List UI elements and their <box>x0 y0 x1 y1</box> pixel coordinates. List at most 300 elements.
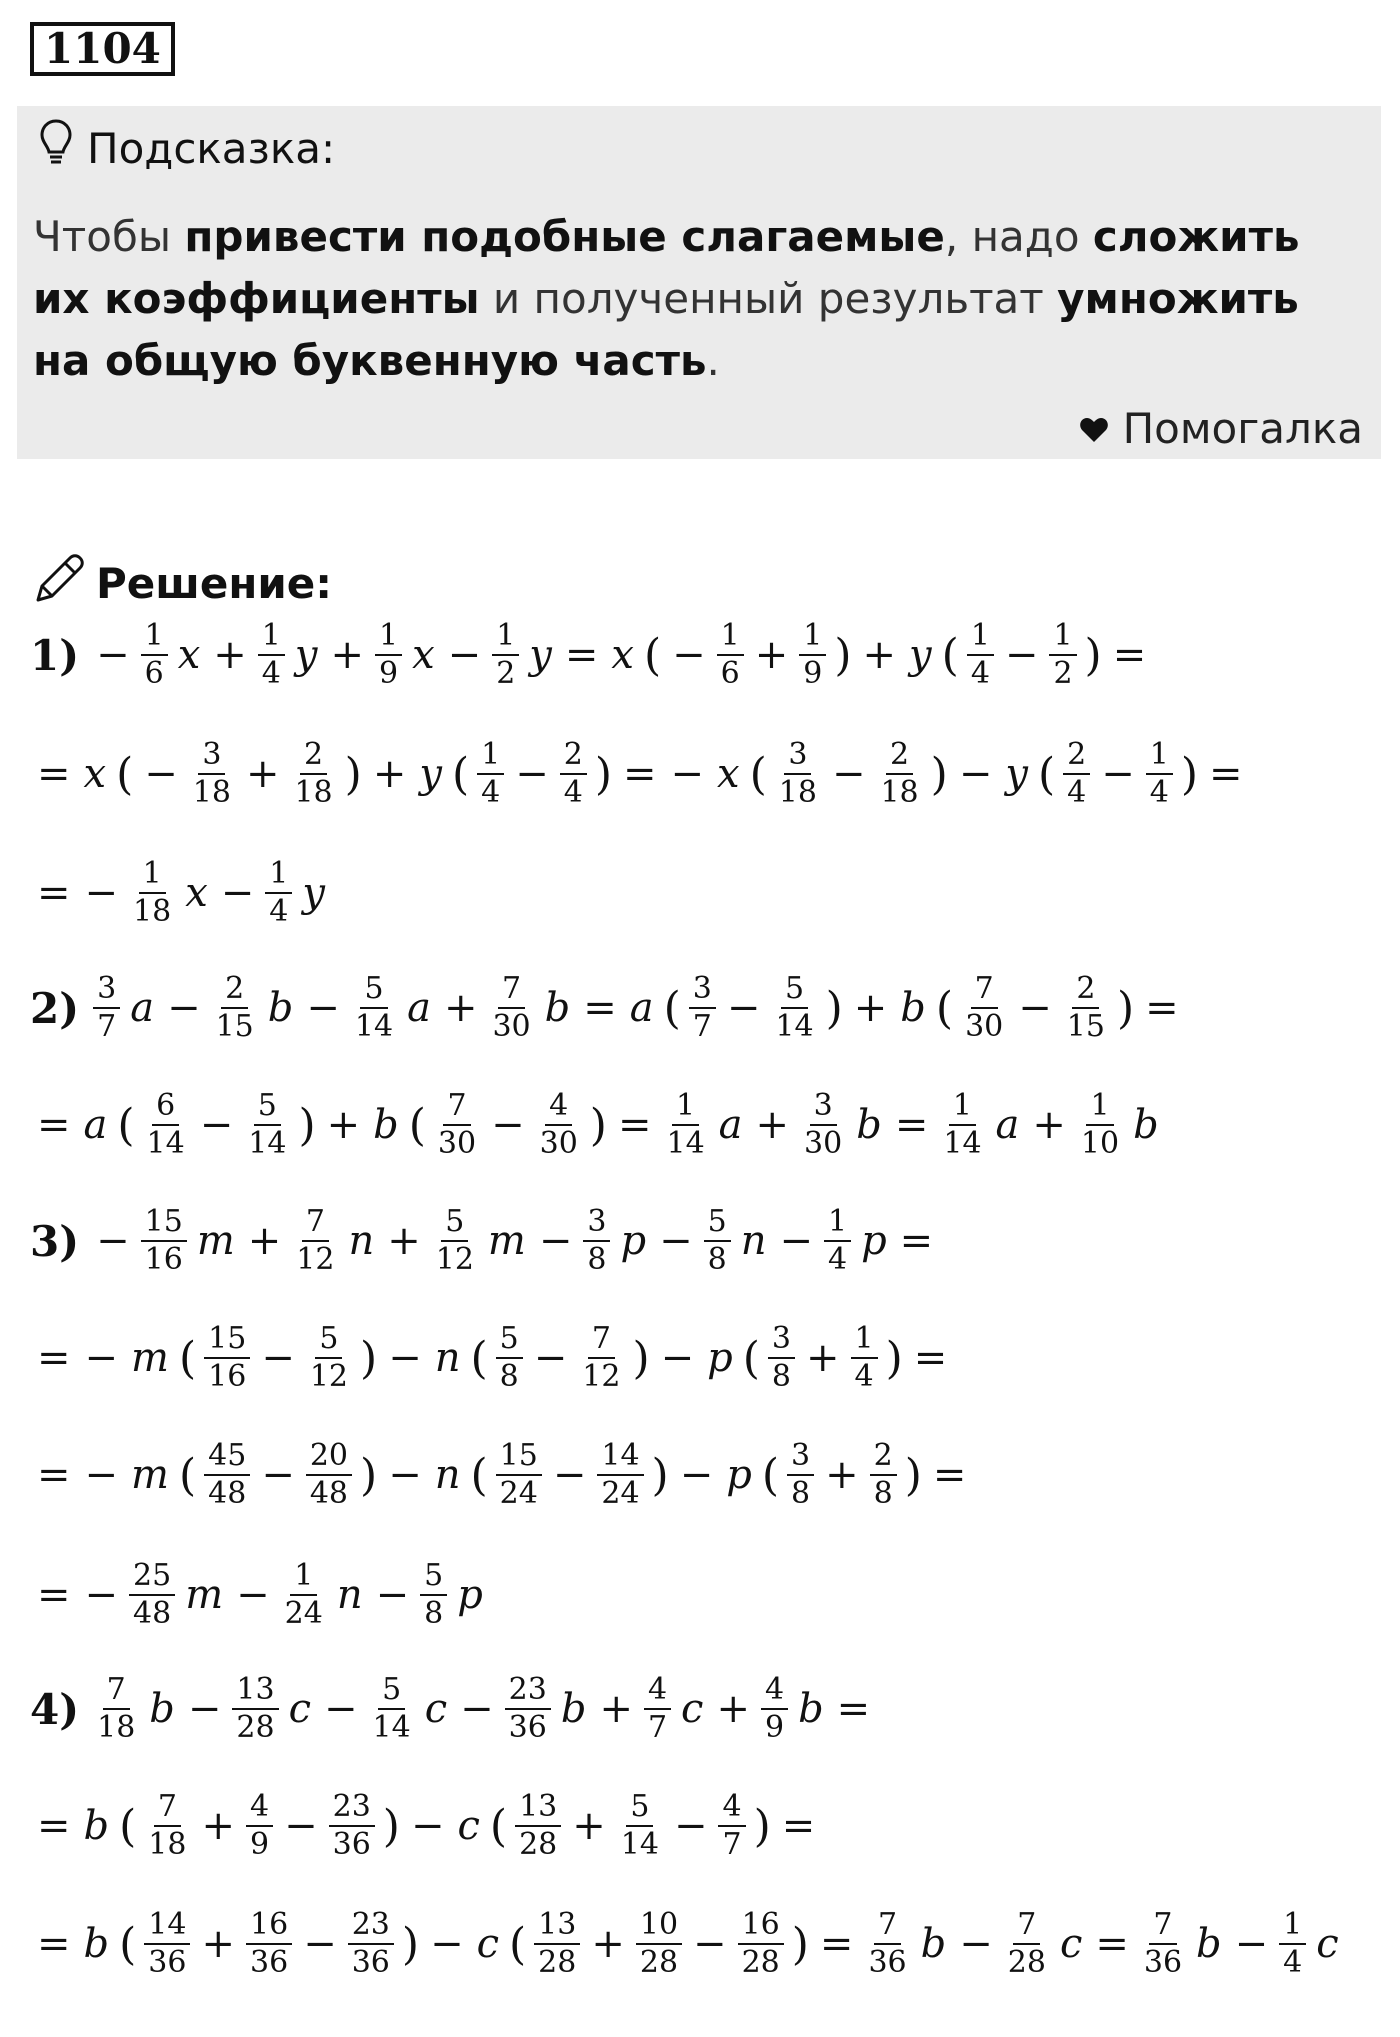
numerator: 7 <box>498 971 525 1009</box>
fraction <box>189 737 235 811</box>
numerator: 3 <box>810 1088 837 1126</box>
parenthesis: ) <box>589 1099 607 1151</box>
parenthesis: ( <box>742 1332 760 1384</box>
fraction <box>232 1672 278 1746</box>
variable: y <box>294 632 318 678</box>
operator: = <box>37 1572 71 1618</box>
operator: + <box>245 751 280 797</box>
operator: = <box>583 985 617 1031</box>
operator: − <box>1234 1921 1269 1967</box>
numerator: 7 <box>1149 1907 1176 1945</box>
fraction <box>787 1438 814 1512</box>
operator: + <box>806 1335 840 1381</box>
operator: − <box>167 985 201 1031</box>
denominator: 24 <box>601 1476 640 1511</box>
operator: + <box>853 985 888 1031</box>
operator: + <box>326 1102 361 1148</box>
fraction <box>369 1672 415 1746</box>
operator: + <box>330 632 365 678</box>
numerator: 3 <box>689 971 716 1009</box>
parenthesis: ( <box>178 1332 197 1384</box>
fraction <box>144 1789 190 1863</box>
variable: a <box>995 1102 1020 1148</box>
variable: x <box>611 632 634 678</box>
operator: − <box>261 1452 295 1498</box>
variable: n <box>434 1452 461 1498</box>
numerator: 14 <box>144 1907 190 1945</box>
numerator: 3 <box>768 1321 795 1359</box>
operator: = <box>1145 985 1179 1031</box>
fraction <box>204 1438 250 1512</box>
denominator: 4 <box>269 894 289 929</box>
parenthesis: ) <box>834 629 852 681</box>
numerator: 7 <box>443 1088 470 1126</box>
numerator: 6 <box>152 1088 179 1126</box>
denominator: 36 <box>148 1945 187 1980</box>
solution-line <box>30 1789 822 1863</box>
variable: m <box>185 1572 224 1618</box>
hint-emphasis: сложить их коэффициенты <box>33 212 1300 323</box>
fraction <box>258 618 285 692</box>
operator: − <box>84 1335 119 1381</box>
denominator: 8 <box>707 1242 727 1277</box>
numerator: 23 <box>329 1789 375 1827</box>
variable: a <box>718 1102 743 1148</box>
fraction <box>967 618 994 692</box>
operator: − <box>779 1218 813 1264</box>
denominator: 36 <box>868 1945 907 1980</box>
denominator: 18 <box>97 1710 136 1745</box>
numerator: 2 <box>300 737 327 775</box>
operator: − <box>261 1335 295 1381</box>
denominator: 4 <box>261 656 281 691</box>
variable: y <box>909 632 932 678</box>
fraction <box>1077 1088 1123 1162</box>
solution-line <box>30 618 1153 692</box>
numerator: 14 <box>597 1438 643 1476</box>
variable: p <box>861 1218 887 1264</box>
fraction <box>306 1438 352 1512</box>
parenthesis: ) <box>1084 629 1102 681</box>
numerator: 4 <box>718 1789 745 1827</box>
denominator: 28 <box>236 1710 275 1745</box>
operator: = <box>899 1218 934 1264</box>
denominator: 12 <box>296 1242 335 1277</box>
parenthesis: ) <box>632 1332 650 1384</box>
numerator: 5 <box>360 971 387 1009</box>
denominator: 14 <box>146 1126 185 1161</box>
problem-number: 1104 <box>30 22 175 76</box>
operator: + <box>572 1803 606 1849</box>
denominator: 4 <box>827 1242 848 1277</box>
numerator: 2 <box>1063 737 1090 775</box>
variable: p <box>726 1452 752 1498</box>
fraction <box>636 1907 682 1981</box>
numerator: 5 <box>704 1204 731 1242</box>
numerator: 7 <box>874 1907 901 1945</box>
fraction <box>144 1907 190 1981</box>
numerator: 45 <box>204 1438 250 1476</box>
numerator: 7 <box>103 1672 130 1710</box>
fraction <box>617 1789 663 1863</box>
denominator: 4 <box>1149 775 1169 810</box>
operator: + <box>201 1803 235 1849</box>
numerator: 2 <box>870 1438 897 1476</box>
operator: − <box>430 1921 464 1967</box>
parenthesis: ( <box>117 1099 135 1151</box>
parenthesis: ) <box>382 1800 400 1852</box>
fraction <box>583 1204 610 1278</box>
variable: m <box>487 1218 526 1264</box>
denominator: 48 <box>133 1596 172 1631</box>
operator: − <box>303 1921 337 1967</box>
denominator: 14 <box>354 1009 394 1044</box>
variable: b <box>900 985 926 1031</box>
numerator: 3 <box>198 737 225 775</box>
numerator: 4 <box>644 1672 671 1710</box>
parenthesis: ) <box>360 1449 378 1501</box>
variable: p <box>620 1218 647 1264</box>
operator: − <box>515 751 549 797</box>
hint-emphasis: привести подобные слагаемые <box>184 212 945 261</box>
denominator: 18 <box>880 775 919 810</box>
parenthesis: ( <box>749 748 767 800</box>
operator: = <box>1095 1921 1129 1967</box>
operator: − <box>306 985 340 1031</box>
fraction <box>434 1088 480 1162</box>
fraction <box>578 1321 624 1395</box>
fraction <box>560 737 587 811</box>
fraction <box>141 618 168 692</box>
fraction <box>1063 971 1109 1045</box>
hint-run: . <box>706 336 720 385</box>
denominator: 7 <box>647 1710 668 1745</box>
numerator: 7 <box>1013 1907 1040 1945</box>
variable: c <box>476 1921 499 1967</box>
operator: − <box>673 1803 708 1849</box>
variable: n <box>348 1218 375 1264</box>
fraction <box>351 971 397 1045</box>
denominator: 14 <box>666 1126 705 1161</box>
fraction <box>375 618 402 692</box>
numerator: 1 <box>824 1204 851 1242</box>
denominator: 48 <box>208 1476 247 1511</box>
denominator: 10 <box>1080 1126 1120 1161</box>
solution-line <box>30 1204 940 1278</box>
operator: + <box>825 1452 859 1498</box>
hint-run: , надо <box>944 212 1093 261</box>
fraction <box>348 1907 394 1981</box>
operator: = <box>37 1102 71 1148</box>
numerator: 5 <box>626 1789 653 1827</box>
fraction <box>265 856 292 930</box>
variable: m <box>131 1335 169 1381</box>
operator: − <box>96 632 130 678</box>
denominator: 9 <box>803 656 823 691</box>
fraction <box>281 1558 327 1632</box>
parenthesis: ( <box>178 1449 197 1501</box>
denominator: 4 <box>563 775 583 810</box>
operator: = <box>37 1921 71 1967</box>
variable: y <box>302 870 325 916</box>
operator: + <box>387 1218 421 1264</box>
variable: a <box>629 985 654 1031</box>
numerator: 1 <box>375 618 402 656</box>
operator: − <box>460 1686 494 1732</box>
fraction <box>1140 1907 1186 1981</box>
fraction <box>477 737 504 811</box>
operator: − <box>220 870 255 916</box>
denominator: 4 <box>970 656 990 691</box>
fraction <box>432 1204 478 1278</box>
numerator: 5 <box>315 1321 342 1359</box>
variable: x <box>185 870 208 916</box>
parenthesis: ( <box>119 1800 137 1852</box>
numerator: 1 <box>265 856 292 894</box>
operator: + <box>599 1686 633 1732</box>
operator: − <box>199 1102 234 1148</box>
numerator: 1 <box>1146 737 1173 775</box>
operator: = <box>617 1102 652 1148</box>
denominator: 30 <box>492 1009 531 1044</box>
parenthesis: ) <box>753 1800 771 1852</box>
operator: + <box>201 1921 235 1967</box>
numerator: 15 <box>496 1438 542 1476</box>
solution-line <box>30 1672 877 1746</box>
numerator: 1 <box>672 1088 699 1126</box>
fraction <box>824 1204 851 1278</box>
numerator: 3 <box>787 1438 814 1476</box>
numerator: 23 <box>348 1907 394 1945</box>
parenthesis: ) <box>360 1332 378 1384</box>
fraction <box>689 971 716 1045</box>
numerator: 16 <box>738 1907 784 1945</box>
numerator: 1 <box>851 1321 878 1359</box>
lightbulb-icon <box>39 118 87 178</box>
numerator: 3 <box>93 971 120 1009</box>
operator: = <box>37 1803 71 1849</box>
numerator: 5 <box>441 1204 468 1242</box>
numerator: 1 <box>258 618 285 656</box>
fraction <box>800 1088 846 1162</box>
fraction <box>864 1907 910 1981</box>
solution-line <box>30 1907 1345 1981</box>
solution-line <box>30 1558 489 1632</box>
fraction <box>1004 1907 1050 1981</box>
operator: − <box>447 632 482 678</box>
fraction <box>246 1789 273 1863</box>
numerator: 20 <box>306 1438 352 1476</box>
denominator: 18 <box>148 1827 187 1862</box>
operator: − <box>959 1921 993 1967</box>
numerator: 7 <box>302 1204 329 1242</box>
denominator: 6 <box>720 656 740 691</box>
hint-emphasis: умножить на общую буквенную часть <box>33 274 1299 385</box>
variable: b <box>1196 1921 1222 1967</box>
numerator: 2 <box>886 737 913 775</box>
parenthesis: ( <box>643 629 662 681</box>
numerator: 7 <box>154 1789 181 1827</box>
denominator: 8 <box>771 1359 792 1394</box>
fraction <box>292 1204 338 1278</box>
operator: − <box>533 1335 568 1381</box>
operator: − <box>410 1803 445 1849</box>
fraction <box>876 737 922 811</box>
parenthesis: ( <box>408 1099 426 1151</box>
denominator: 18 <box>133 894 172 929</box>
numerator: 1 <box>477 737 504 775</box>
parenthesis: ( <box>116 748 134 800</box>
operator: − <box>187 1686 222 1732</box>
denominator: 4 <box>1067 775 1087 810</box>
fraction <box>141 1204 187 1278</box>
denominator: 6 <box>144 656 164 691</box>
numerator: 15 <box>141 1204 187 1242</box>
numerator: 5 <box>378 1672 405 1710</box>
fraction <box>93 1672 139 1746</box>
operator: − <box>679 1452 714 1498</box>
variable: b <box>920 1921 947 1967</box>
operator: − <box>693 1921 727 1967</box>
parenthesis: ( <box>470 1332 488 1384</box>
fraction <box>420 1558 447 1632</box>
variable: b <box>373 1102 399 1148</box>
hint-box <box>17 106 1381 459</box>
denominator: 14 <box>775 1009 814 1044</box>
operator: − <box>84 1452 119 1498</box>
denominator: 8 <box>424 1596 444 1631</box>
operator: = <box>1209 751 1243 797</box>
numerator: 1 <box>949 1088 976 1126</box>
fraction <box>870 1438 897 1512</box>
solution-line <box>30 1321 954 1395</box>
operator: + <box>443 985 478 1031</box>
denominator: 14 <box>943 1126 982 1161</box>
numerator: 1 <box>290 1558 317 1596</box>
hint-title: Подсказка: <box>87 123 336 173</box>
variable: y <box>529 632 552 678</box>
parenthesis: ) <box>825 982 843 1034</box>
fraction <box>505 1672 551 1746</box>
operator: − <box>324 1686 358 1732</box>
variable: b <box>798 1686 824 1732</box>
operator: − <box>660 1335 695 1381</box>
denominator: 36 <box>1143 1945 1183 1980</box>
numerator: 1 <box>492 618 519 656</box>
operator: = <box>932 1452 967 1498</box>
parenthesis: ( <box>761 1449 780 1501</box>
operator: = <box>913 1335 948 1381</box>
numerator: 1 <box>1086 1088 1113 1126</box>
denominator: 9 <box>379 656 399 691</box>
parenthesis: ) <box>885 1332 903 1384</box>
variable: b <box>83 1803 110 1849</box>
parenthesis: ) <box>651 1449 669 1501</box>
parenthesis: ( <box>508 1918 527 1970</box>
operator: − <box>491 1102 525 1148</box>
fraction <box>515 1789 561 1863</box>
parenthesis: ) <box>904 1449 922 1501</box>
fraction <box>761 1672 788 1746</box>
variable: b <box>544 985 571 1031</box>
item-number: 2) <box>30 983 80 1033</box>
operator: − <box>96 1218 130 1264</box>
numerator: 1 <box>799 618 826 656</box>
operator: = <box>836 1686 871 1732</box>
denominator: 28 <box>1007 1945 1046 1980</box>
numerator: 4 <box>246 1789 273 1827</box>
operator: + <box>591 1921 625 1967</box>
denominator: 30 <box>437 1126 477 1161</box>
parenthesis: ) <box>930 748 948 800</box>
variable: b <box>560 1686 587 1732</box>
fraction <box>93 971 120 1045</box>
parenthesis: ) <box>594 748 612 800</box>
fraction <box>1279 1907 1306 1981</box>
operator: − <box>552 1452 587 1498</box>
numerator: 4 <box>761 1672 788 1710</box>
fraction <box>644 1672 671 1746</box>
numerator: 1 <box>967 618 994 656</box>
fraction <box>738 1907 784 1981</box>
fraction <box>939 1088 985 1162</box>
operator: + <box>754 632 789 678</box>
fraction <box>768 1321 795 1395</box>
denominator: 15 <box>215 1009 254 1044</box>
denominator: 7 <box>692 1009 712 1044</box>
operator: = <box>37 870 71 916</box>
operator: + <box>247 1218 282 1264</box>
denominator: 36 <box>250 1945 289 1980</box>
fraction <box>536 1088 582 1162</box>
operator: = <box>623 751 657 797</box>
pencil-icon <box>32 550 96 616</box>
numerator: 13 <box>534 1907 580 1945</box>
operator: − <box>831 751 866 797</box>
parenthesis: ) <box>401 1918 420 1970</box>
denominator: 16 <box>144 1242 183 1277</box>
numerator: 5 <box>496 1321 523 1359</box>
solution-line <box>30 856 331 930</box>
denominator: 36 <box>508 1710 547 1745</box>
operator: − <box>670 751 705 797</box>
fraction <box>129 1558 175 1632</box>
numerator: 1 <box>1279 1907 1306 1945</box>
denominator: 9 <box>764 1710 785 1745</box>
fraction <box>496 1438 542 1512</box>
operator: − <box>144 751 178 797</box>
fraction <box>851 1321 878 1395</box>
numerator: 1 <box>717 618 744 656</box>
variable: y <box>1005 751 1028 797</box>
numerator: 3 <box>583 1204 610 1242</box>
parenthesis: ( <box>451 748 470 800</box>
numerator: 13 <box>515 1789 561 1827</box>
operator: − <box>388 1452 422 1498</box>
parenthesis: ( <box>935 982 954 1034</box>
solution-line <box>30 971 1186 1045</box>
denominator: 8 <box>499 1359 519 1394</box>
denominator: 18 <box>294 775 333 810</box>
fraction <box>717 618 744 692</box>
fraction <box>212 971 258 1045</box>
variable: c <box>288 1686 312 1732</box>
denominator: 18 <box>778 775 817 810</box>
variable: a <box>83 1102 108 1148</box>
variable: x <box>412 632 435 678</box>
variable: p <box>457 1572 483 1618</box>
denominator: 12 <box>435 1242 474 1277</box>
